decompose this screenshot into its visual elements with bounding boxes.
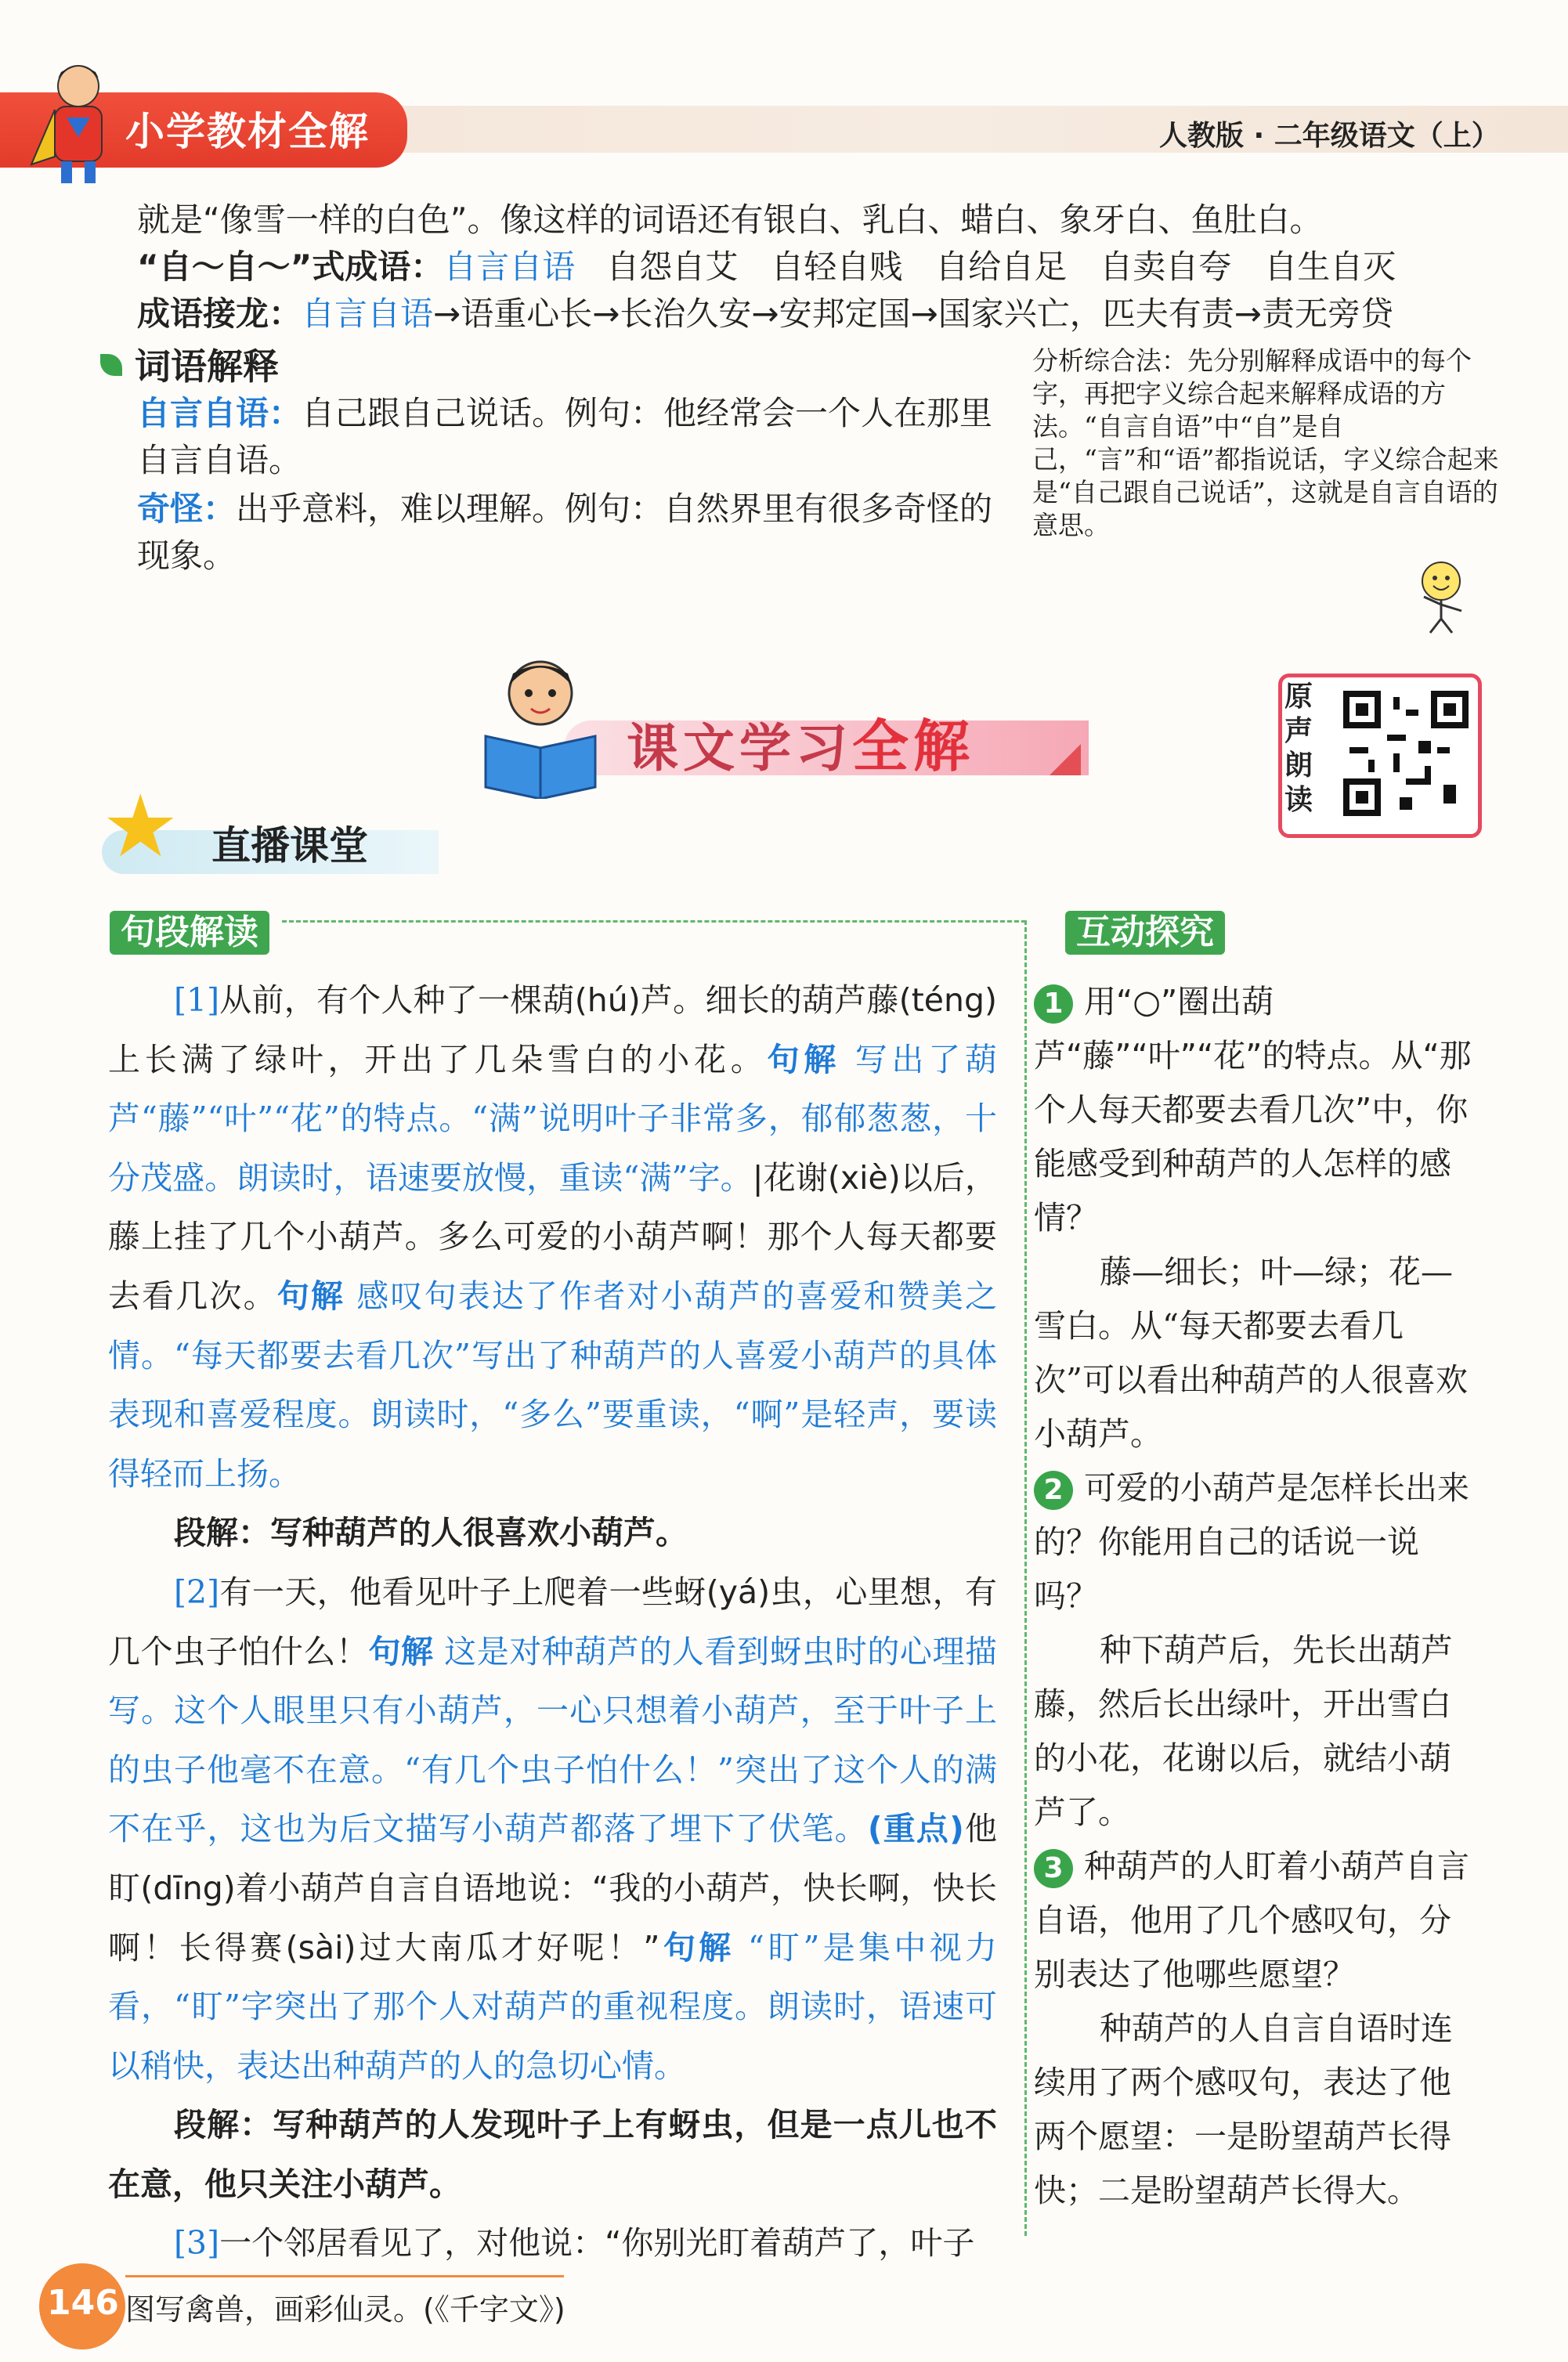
paragraph-3 [108,2214,997,2274]
edition-label: 人教版 · 二年级语文（上） [1159,120,1500,152]
footer-rule [125,2275,564,2277]
star-icon: ★ [102,776,179,876]
vocab-entry-2 [137,486,1014,580]
vocab-def-2: 出乎意料，难以理解。例句：自然界里有很多奇怪的现象。 [137,489,993,575]
vocab-section-title: 词语解释 [135,345,279,388]
page-number: 146 [47,2283,119,2323]
column-divider-vertical [1024,920,1027,2236]
leaf-icon [100,354,122,376]
question-1 [1034,975,1472,1245]
section-banner-title-a: 课文学习 [627,718,852,778]
vocab-def-1: 自己跟自己说话。例句：他经常会一个人在那里自言自语。 [137,394,993,479]
sentence-note-label-1: 句解 [767,1040,840,1078]
vocab-term-1: 自言自语： [137,394,302,432]
sentence-note-4: “盯”是集中视力看，“盯”字突出了那个人对葫芦的重视程度。朗读时，语速可以稍快，表达出种葫芦的人的急切心情。 [108,1928,997,2085]
vocab-term-2: 奇怪： [137,489,237,528]
idiom-pattern-label: “自～自～”式成语： [137,247,444,286]
series-title: 小学教材全解 [125,109,370,154]
live-class-title: 直播课堂 [211,823,368,869]
main-text-column [108,971,997,2274]
key-point-label: (重点) [867,1810,964,1848]
analysis-method-note: 分析综合法：先分别解释成语中的每个字，再把字义综合起来解释成语的方法。“自言自语”中“自”是自己，“言”和“语”都指说话，字义综合起来是“自己跟自己说话”，这就是自言自语的意思。 [1032,345,1499,540]
answer-1: 藤—细长；叶—绿；花—雪白。从“每天都要去看几次”可以看出种葫芦的人很喜欢小葫芦。 [1034,1253,1468,1453]
paragraph-number-3: [3] [174,2224,220,2263]
idiom-chain-label: 成语接龙： [137,294,302,333]
idiom-pattern-first: 自言自语 [443,247,576,286]
question-3 [1034,1840,1472,2002]
paragraph-number-2: [2] [174,1573,220,1611]
idiom-chain-rest: →语重心长→长治久安→安邦定国→国家兴亡，匹夫有责→责无旁贷 [433,294,1393,333]
paragraph-3-text-a: 一个邻居看见了，对他说：“你别光盯着葫芦了，叶子 [219,2224,975,2263]
superhero-mascot-icon [23,55,125,188]
interactive-column [1034,975,1472,2218]
paragraph-2-text-a: 有一天，他看见叶子上爬着一些蚜(yá)虫，心里想，有几个虫子怕什么！ [108,1573,997,1670]
paragraph-1: [1]从前，有个人种了一棵葫(hú)芦。细长的葫芦藤(téng)上长满了绿叶，开出了几朵雪白的小花。句解 写出了葫芦“藤”“叶”“花”的特点。“满”说明叶子非常多，郁郁葱葱，十分茂盛。朗读时，语速要放慢，重读“满”字。|花谢(xiè)以后，藤上挂了几个小葫芦。多么可爱的小葫芦啊！那个人每天都要去看几次。句解 感叹句表达了作者对小葫芦的喜爱和赞美之情。“每天都要去看几次”写出了种葫芦的人喜爱小葫芦的具体表现和喜爱程度。朗读时，“多么”要重读，“啊”是轻声，要读得轻而上扬。 [108,981,998,1493]
idiom-pattern-rest: 自怨自艾 自轻自贱 自给自足 自卖自夸 自生自灭 [606,247,1396,286]
question-number-3: 3 [1034,1849,1073,1888]
sentence-note-3: 这是对种葫芦的人看到蚜虫时的心理描写。这个人眼里只有小葫芦，一心只想着小葫芦，至于叶子上的虫子他毫不在意。“有几个虫子怕什么！”突出了这个人的满不在乎，这也为后文描写小葫芦都落了埋下了伏笔。 [108,1632,997,1848]
paragraph-1-text-b: 花谢(xiè)以后，藤上挂了几个小葫芦。多么可爱的小葫芦啊！那个人每天都要去看几次。 [108,1158,998,1315]
paragraph-2 [108,1563,997,2096]
idiom-chain-line [137,291,1393,337]
sentence-note-2: 感叹句表达了作者对小葫芦的喜爱和赞美之情。“每天都要去看几次”写出了种葫芦的人喜爱小葫芦的具体表现和喜爱程度。朗读时，“多么”要重读，“啊”是轻声，要读得轻而上扬。 [108,1277,998,1493]
white-words-line: 就是“像雪一样的白色”。像这样的词语还有银白、乳白、蜡白、象牙白、鱼肚白。 [137,200,1323,239]
segment-summary-1: 段解：写种葫芦的人很喜欢小葫芦。 [174,1514,688,1552]
answer-2: 种下葫芦后，先长出葫芦藤，然后长出绿叶，开出雪白的小花，花谢以后，就结小葫芦了。 [1034,1631,1453,1831]
idiom-chain-first: 自言自语 [302,294,434,333]
column-divider-horizontal [282,920,1026,923]
section-banner-title-b: 全解 [852,713,975,779]
segment-summary-2: 段解：写种葫芦的人发现叶子上有蚜虫，但是一点儿也不在意，他只关注小葫芦。 [108,2106,997,2203]
question-number-2: 2 [1034,1471,1073,1510]
question-3-text: 种葫芦的人盯着小葫芦自言自语，他用了几个感叹句，分别表达了他哪些愿望？ [1034,1847,1469,1993]
qr-code-label: 原声朗读 [1284,681,1313,816]
paragraph-number-1: [1] [174,981,220,1019]
question-1-text: 用“○”圈出葫芦“藤”“叶”“花”的特点。从“那个人每天都要去看几次”中，你能感受到种葫芦的人怎样的感情？ [1034,983,1472,1237]
sentence-note-label-2: 句解 [276,1277,345,1315]
idiom-pattern-line [137,244,1396,290]
tag-sentence-reading: 句段解读 [110,911,269,955]
section-banner-title [627,701,974,782]
paragraph-1-text-a: 从前，有个人种了一棵葫(hú)芦。细长的葫芦藤(téng)上长满了绿叶，开出了几朵雪白的小花。 [108,981,997,1078]
paragraph-2-text-b: 他盯(dīng)着小葫芦自言自语地说：“我的小葫芦，快长啊，快长啊！长得赛(sài)过大南瓜才好呢！” [108,1810,998,1967]
question-2 [1034,1461,1472,1623]
sentence-note-label-4: 句解 [659,1928,735,1967]
reading-boy-icon [470,650,611,799]
answer-3: 种葫芦的人自言自语时连续用了两个感叹句，表达了他两个愿望：一是盼望葫芦长得快；二是盼望葫芦长得大。 [1034,2010,1453,2209]
vocab-entry-1 [137,390,1014,484]
footer-quote: 图写禽兽，画彩仙灵。(《千字文》) [125,2292,565,2327]
sentence-note-1: 写出了葫芦“藤”“叶”“花”的特点。“满”说明叶子非常多，郁郁葱葱，十分茂盛。朗读时，语速要放慢，重读“满”字。 [108,1040,997,1197]
question-number-1: 1 [1034,984,1073,1024]
qr-code-icon[interactable] [1343,688,1469,818]
sentence-note-label-3: 句解 [368,1632,434,1670]
smiley-figure-icon [1402,556,1480,634]
tag-interactive-inquiry: 互动探究 [1065,911,1225,955]
banner-triangle [1050,744,1081,775]
question-2-text: 可爱的小葫芦是怎样长出来的？你能用自己的话说一说吗？ [1034,1469,1469,1615]
